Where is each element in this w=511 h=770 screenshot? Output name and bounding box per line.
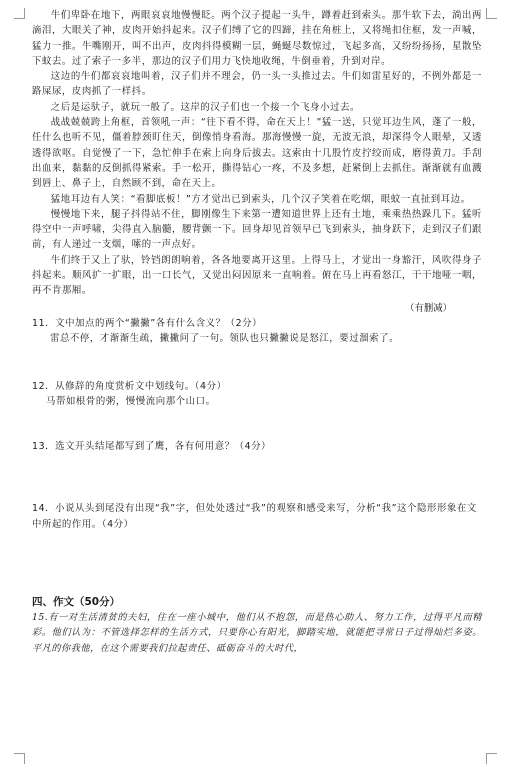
passage-paragraph-2: 这边的牛们都哀哀地叫着，汉子们并不理会，仍一头一头推过去。牛们如雷星好的，不例外都是一路屎尿，皮肉抓了一样抖。 [32, 71, 482, 98]
passage-paragraph-4: 战战兢兢跨上角框，首领吼一声：“往下看不得，命在天上！”猛一送，只觉耳边生风，蓬了一般，任什么也听不见，僵着脖颈盯住天，倒像悄身看海。那海慢慢一旋，无波无浪，却深得令人眼晕，又透透得欲呕。自觉慢了一下，急忙伸手在索上向身后拔去。这索由十几股竹皮拧绞而成，磨得黄刀。手刮出血来，黏黏的反倒抓得紧索。手一松开，撕得钻心一疼，不及多想，赶紧倒上去抓住。渐渐就有血溅到唇上、鼻子上，自然顾不到，命在天上。 [32, 117, 482, 190]
essay-prompt: 15.有一对生活清贫的夫妇，住在一座小城中，他们从不抱怨，而是热心助人、努力工作，过得平凡而精彩。他们认为：不管选择怎样的生活方式，只要你心有阳光，脚踏实地，就能把寻常日子过得灿烂多姿。平凡的你我他，在这个需要我们拉起责任、砥砺奋斗的大时代， [32, 612, 482, 654]
answer-space-11 [32, 347, 482, 379]
passage-paragraph-5: 猛地耳边有人笑：“看脚底板！”方才觉出已到索头，几个汉子笑着在吃烟，眼蚊一直扯到耳边。 [50, 193, 471, 205]
crop-mark-top-left [14, 8, 25, 19]
passage-paragraph-1: 牛们卑卧在地下，两眼哀哀地慢慢眨。两个汉子提起一头牛，蹲着赶到索头。那牛软下去，淌出两滴泪，大眼关了神，皮肉开始抖起来。汉子们缚了它的四蹄，挂在角桩上，又将绳扣住框，发一声喊，猛力一推。牛嘴刚开，叫不出声，皮肉抖得模糊一层，蝇蜒尽数惊过，飞起多高，又纷纷扬扬，星散坠下蚊去。过了索子一多半，那边的汉子们用力飞快地收绳，牛倒垂着，升到对岸。 [32, 10, 482, 67]
question-13: 13．选文开头结尾都写到了鹰，各有何用意？（4分） [32, 441, 272, 453]
crop-mark-top-right [486, 8, 497, 19]
passage-paragraph-6: 慢慢地下来，腿子抖得站不住，脚刚像生下来第一遭知道世界上还有土地，乘乘热热跺几下。猛听得空中一声呼啸，尖得直入脑髓，腰背颤一下。回身却见首领早已飞到索头，抽身跃下，走到汉子们跟前，有人递过一支烟，嗦的一声点好。 [32, 208, 482, 251]
answer-space-13 [32, 454, 482, 501]
crop-mark-bottom-left [14, 753, 25, 764]
question-11-quote: 雷总不停，才渐渐生疏，撇撇问了一句。领队也只撇撇说是怒江，要过溜索了。 [50, 333, 400, 345]
answer-space-12 [32, 409, 482, 439]
question-12: 12．从修辞的角度赏析文中划线句。（4分） [32, 380, 227, 392]
document-body [32, 8, 482, 656]
passage-paragraph-7: 牛们终于又上了驮，铃铛朗朗响着，各各地要离开这里。上得马上，才觉出一身豁汗，风吹得身子抖起来。顺风扩一扩眼，出一口长气，又觉出闷因原来一直响着。俯在马上再看怒江，干干地哑一咽，再不肯那厢。 [32, 254, 482, 297]
question-11: 11．文中加点的两个“撇撇”各有什么含义？（2分） [32, 317, 263, 329]
question-12-quote: 马帮如根骨的粥，慢慢流向那个山口。 [46, 395, 216, 407]
passage-paragraph-3: 之后是运驮子，就玩一般了。这岸的汉子们也一个接一个飞身小过去。 [50, 101, 361, 113]
question-14: 14．小说从头到尾没有出现“我”字，但处处透过“我”的观察和感受来写，分析“我”这个隐形形象在文中所起的作用。（4分） [32, 503, 477, 530]
crop-mark-bottom-right [486, 753, 497, 764]
section-title-essay: 四、作文（50分） [32, 596, 121, 609]
source-note: （有删减） [405, 302, 452, 314]
answer-space-14 [32, 532, 482, 594]
